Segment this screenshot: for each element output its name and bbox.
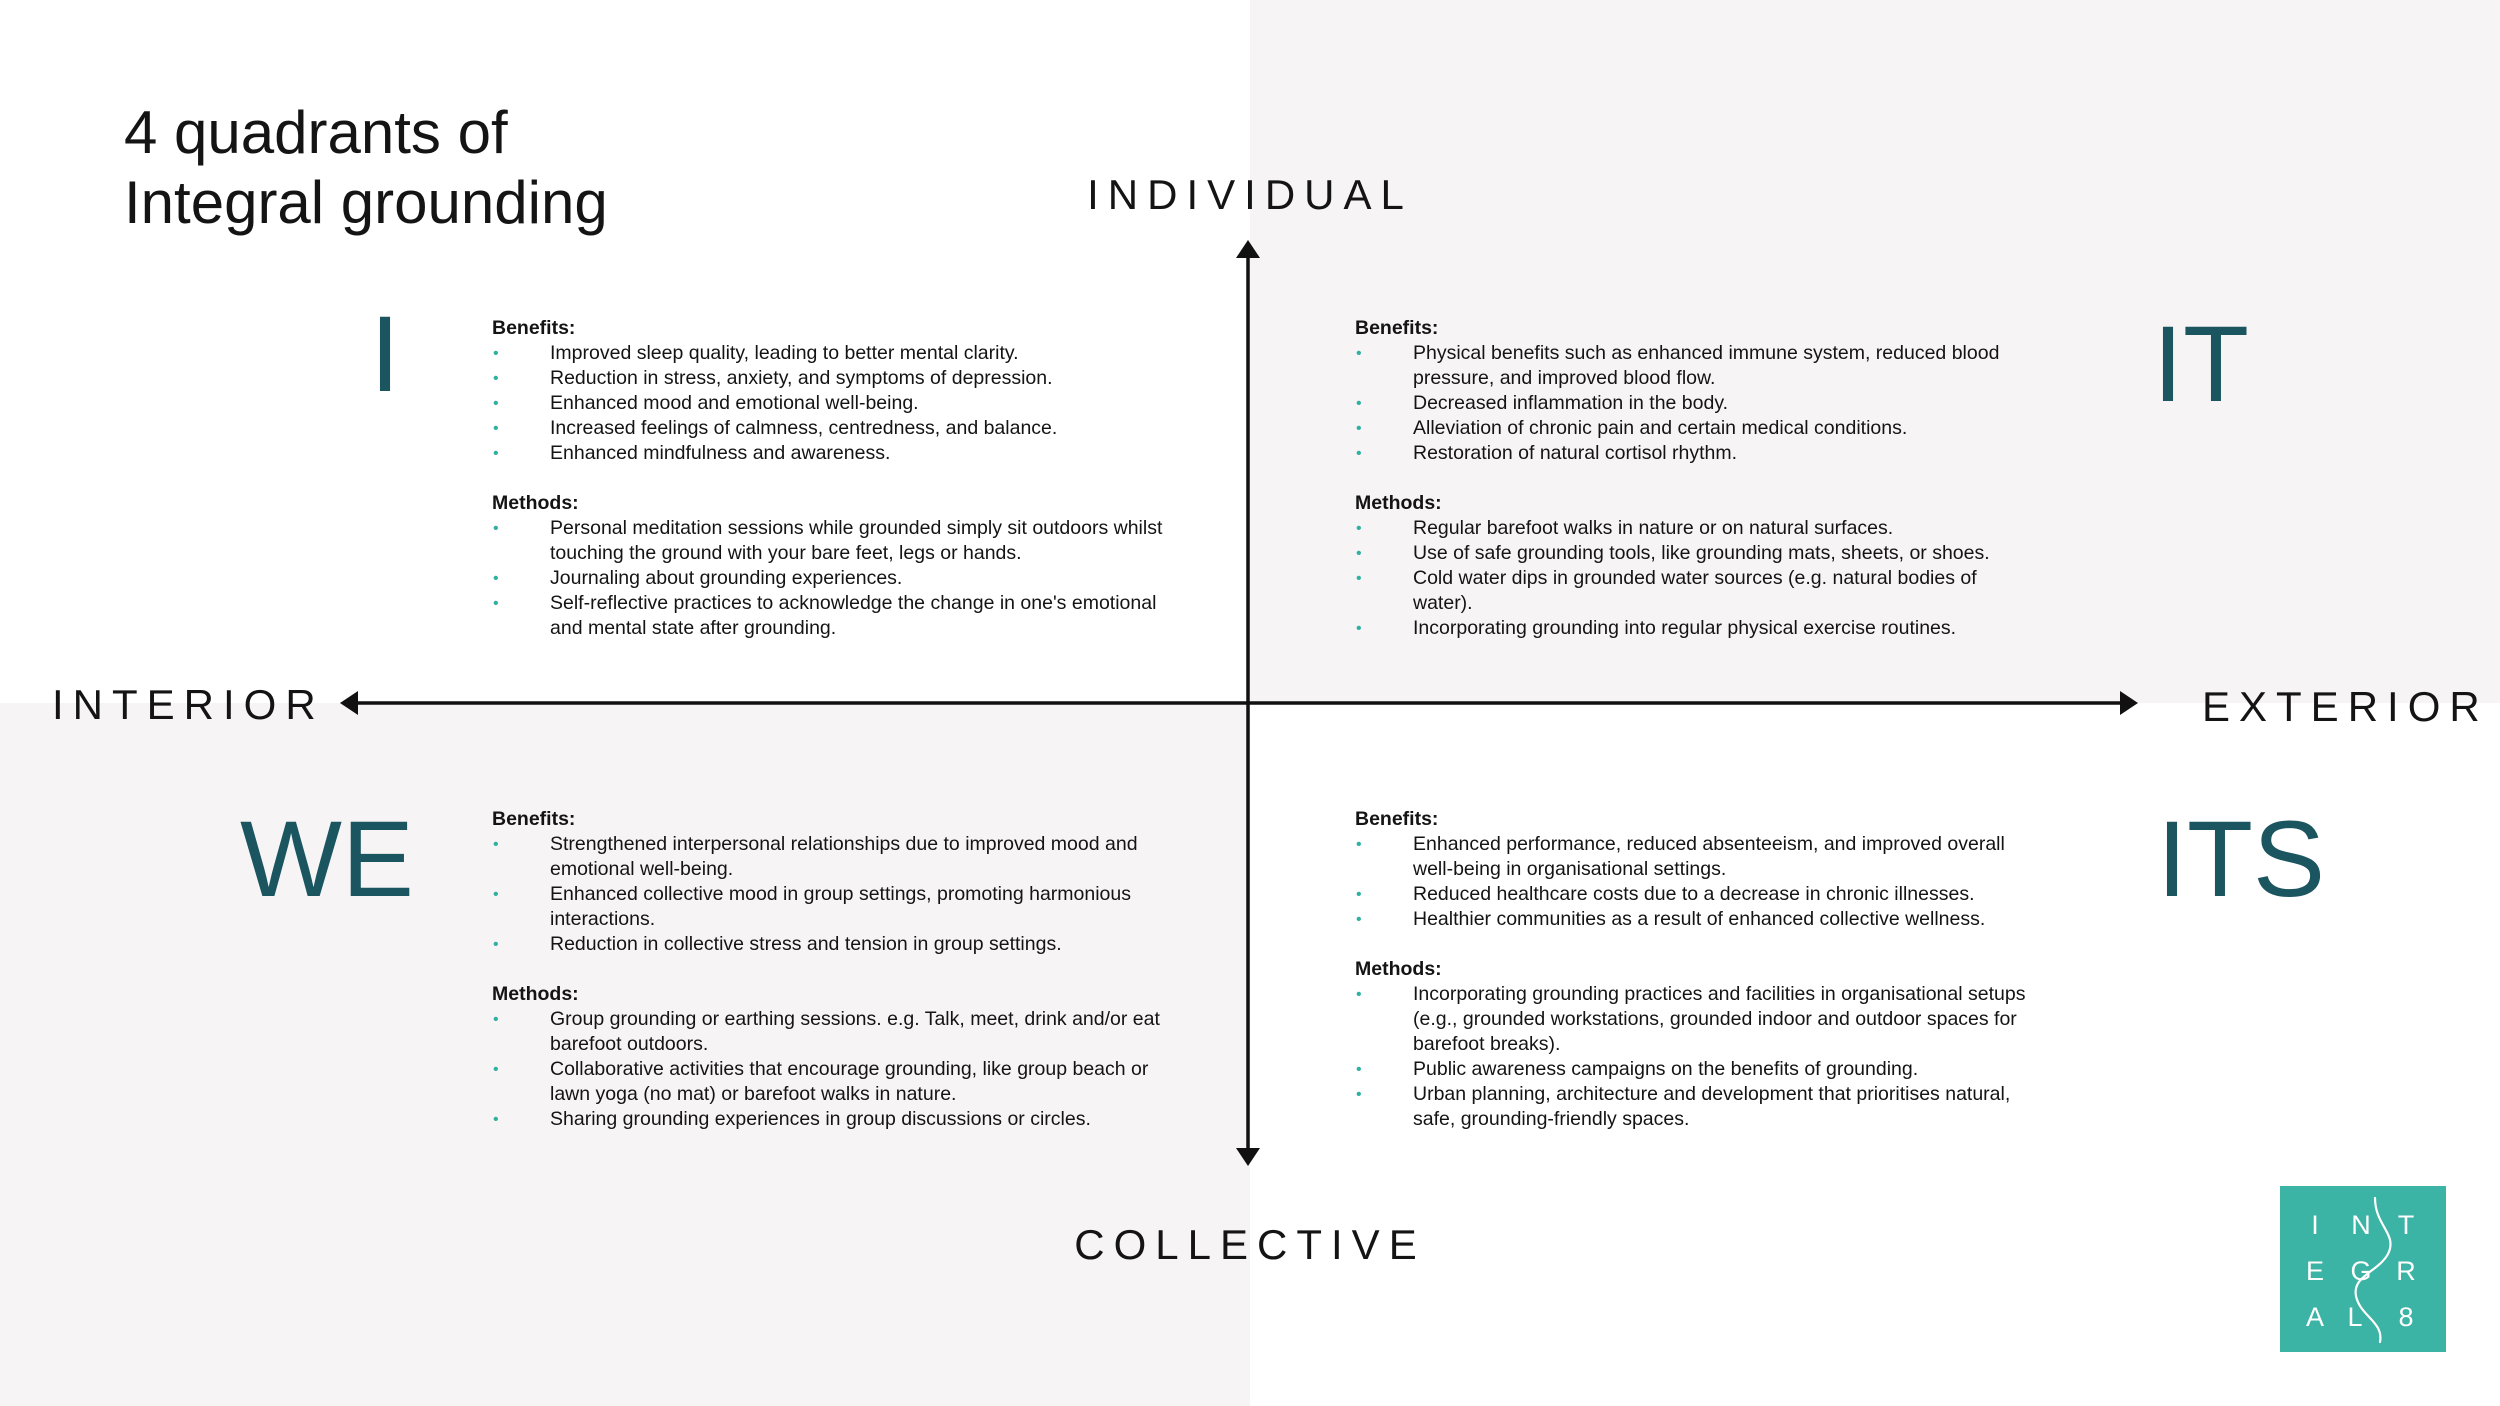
axis-label-individual: INDIVIDUAL bbox=[1087, 171, 1413, 218]
quadrant-label-it: IT bbox=[2153, 303, 2249, 424]
methods-heading: Methods: bbox=[492, 492, 579, 514]
quadrant-i-content bbox=[492, 316, 1172, 641]
page-title-line-1: 4 quadrants of bbox=[124, 99, 508, 166]
logo-letter: N bbox=[2351, 1210, 2371, 1240]
list-item: • Enhanced performance, reduced absenteeism, and improved overall well-being in organisational settings. bbox=[1355, 832, 2035, 882]
list-item: • Use of safe grounding tools, like grounding mats, sheets, or shoes. bbox=[1355, 541, 2015, 566]
list-item: • Enhanced mindfulness and awareness. bbox=[492, 441, 1172, 466]
list-item: • Enhanced mood and emotional well-being. bbox=[492, 391, 1172, 416]
list-item: • Alleviation of chronic pain and certain medical conditions. bbox=[1355, 416, 2015, 441]
list-item: • Urban planning, architecture and development that prioritises natural, safe, grounding-friendly spaces. bbox=[1355, 1082, 2035, 1132]
benefits-list bbox=[1355, 341, 2015, 466]
logo-letter: L bbox=[2347, 1302, 2363, 1332]
quadrant-label-its: ITS bbox=[2157, 798, 2326, 919]
list-item: • Incorporating grounding into regular physical exercise routines. bbox=[1355, 616, 2015, 641]
quadrant-label-we: WE bbox=[240, 798, 414, 919]
list-item: • Healthier communities as a result of enhanced collective wellness. bbox=[1355, 907, 2035, 932]
list-item: • Physical benefits such as enhanced immune system, reduced blood pressure, and improved blood flow. bbox=[1355, 341, 2015, 391]
logo-letter: A bbox=[2305, 1302, 2324, 1332]
logo-letter: I bbox=[2311, 1210, 2319, 1240]
methods-list bbox=[1355, 982, 2035, 1132]
list-item: • Increased feelings of calmness, centredness, and balance. bbox=[492, 416, 1172, 441]
quadrant-its-content bbox=[1355, 807, 2035, 1132]
list-item: • Decreased inflammation in the body. bbox=[1355, 391, 2015, 416]
logo-letter: E bbox=[2305, 1256, 2324, 1286]
methods-list bbox=[492, 1007, 1172, 1132]
quadrant-label-i: I bbox=[370, 293, 401, 414]
axis-label-collective: COLLECTIVE bbox=[1074, 1221, 1426, 1268]
quadrant-it-content bbox=[1355, 316, 2015, 641]
benefits-list bbox=[492, 341, 1172, 466]
arrow-down-icon bbox=[1236, 1148, 1260, 1166]
list-item: • Sharing grounding experiences in group discussions or circles. bbox=[492, 1107, 1172, 1132]
arrow-right-icon bbox=[2120, 691, 2138, 715]
list-item: • Restoration of natural cortisol rhythm. bbox=[1355, 441, 2015, 466]
benefits-heading: Benefits: bbox=[1355, 808, 1439, 830]
list-item: • Personal meditation sessions while grounded simply sit outdoors whilst touching the ground with your bare feet, legs or hands. bbox=[492, 516, 1172, 566]
logo-letter: G bbox=[2350, 1256, 2372, 1286]
benefits-list bbox=[1355, 832, 2035, 932]
benefits-heading: Benefits: bbox=[492, 808, 576, 830]
list-item: • Cold water dips in grounded water sources (e.g. natural bodies of water). bbox=[1355, 566, 2015, 616]
list-item: • Strengthened interpersonal relationships due to improved mood and emotional well-being. bbox=[492, 832, 1172, 882]
list-item: • Reduced healthcare costs due to a decrease in chronic illnesses. bbox=[1355, 882, 2035, 907]
benefits-heading: Benefits: bbox=[492, 317, 576, 339]
list-item: • Journaling about grounding experiences. bbox=[492, 566, 1172, 591]
logo-letter: T bbox=[2397, 1210, 2415, 1240]
list-item: • Collaborative activities that encourage grounding, like group beach or lawn yoga (no mat) or barefoot walks in nature. bbox=[492, 1057, 1172, 1107]
list-item: • Self-reflective practices to acknowledge the change in one's emotional and mental state after grounding. bbox=[492, 591, 1172, 641]
benefits-heading: Benefits: bbox=[1355, 317, 1439, 339]
list-item: • Reduction in collective stress and tension in group settings. bbox=[492, 932, 1172, 957]
list-item: • Reduction in stress, anxiety, and symptoms of depression. bbox=[492, 366, 1172, 391]
axis-label-interior: INTERIOR bbox=[52, 681, 325, 728]
benefits-list bbox=[492, 832, 1172, 957]
arrow-left-icon bbox=[340, 691, 358, 715]
methods-heading: Methods: bbox=[492, 983, 579, 1005]
axis-label-exterior: EXTERIOR bbox=[2202, 683, 2489, 730]
methods-list bbox=[492, 516, 1172, 641]
list-item: • Incorporating grounding practices and facilities in organisational setups (e.g., grounded workstations, grounded indoor and outdoor spaces for barefoot breaks). bbox=[1355, 982, 2035, 1057]
list-item: • Enhanced collective mood in group settings, promoting harmonious interactions. bbox=[492, 882, 1172, 932]
list-item: • Improved sleep quality, leading to better mental clarity. bbox=[492, 341, 1172, 366]
methods-list bbox=[1355, 516, 2015, 641]
quadrant-we-content bbox=[492, 807, 1172, 1132]
list-item: • Group grounding or earthing sessions. e.g. Talk, meet, drink and/or eat barefoot outdoors. bbox=[492, 1007, 1172, 1057]
arrow-up-icon bbox=[1236, 240, 1260, 258]
logo-letter: 8 bbox=[2398, 1302, 2414, 1332]
methods-heading: Methods: bbox=[1355, 492, 1442, 514]
integral8-logo bbox=[2280, 1186, 2446, 1352]
list-item: • Public awareness campaigns on the benefits of grounding. bbox=[1355, 1057, 2035, 1082]
list-item: • Regular barefoot walks in nature or on natural surfaces. bbox=[1355, 516, 2015, 541]
page-title-line-2: Integral grounding bbox=[124, 169, 608, 236]
logo-letter: R bbox=[2396, 1256, 2416, 1286]
methods-heading: Methods: bbox=[1355, 958, 1442, 980]
